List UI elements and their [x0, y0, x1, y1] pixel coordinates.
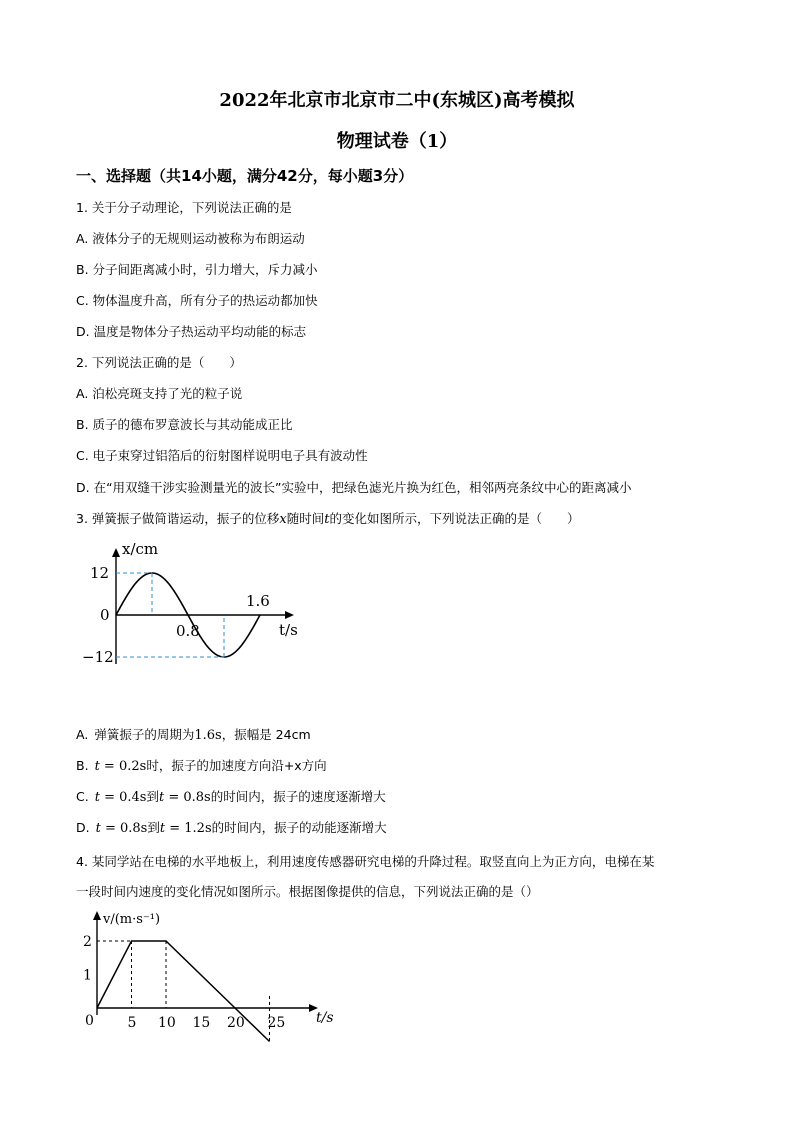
- q3-b-label: B.: [76, 758, 89, 773]
- chart2-xtick-15: 15: [192, 1015, 211, 1031]
- chart2-xlabel: t/s: [316, 1010, 334, 1026]
- q2-option-b: B. 质子的德布罗意波长与其动能成正比: [76, 417, 293, 432]
- q3-stem-mid: 随时间: [286, 511, 325, 526]
- q3-stem-t: t: [324, 512, 330, 527]
- q3-d-to: 到: [147, 820, 160, 835]
- q3-option-a: [76, 725, 311, 743]
- q3-option-c: [76, 787, 386, 805]
- q3-stem-x: x: [279, 512, 287, 527]
- displacement-time-graph: [80, 540, 320, 680]
- q2-option-d: D. 在“用双缝干涉实验测量光的波长”实验中，把绿色滤光片换为红色，相邻两亮条纹中心的距离减小: [76, 480, 632, 495]
- chart1-y-arrow: [112, 548, 120, 557]
- q3-c-to: 到: [146, 789, 159, 804]
- q2-option-a: A. 泊松亮斑支持了光的粒子说: [76, 386, 243, 401]
- q3-c-v2: = 0.8s: [164, 790, 211, 805]
- q2-stem: 2. 下列说法正确的是（ ）: [76, 355, 242, 370]
- q3-a-pre: 弹簧振子的周期为: [94, 727, 195, 742]
- q4-stem-line1: 4. 某同学站在电梯的水平地板上，利用速度传感器研究电梯的升降过程。取竖直向上为正方向，电梯在某: [76, 854, 655, 869]
- q3-c-label: C.: [76, 789, 89, 804]
- chart2-xtick-10: 10: [158, 1015, 176, 1031]
- q2-option-c: C. 电子束穿过铝箔后的衍射图样说明电子具有波动性: [76, 448, 368, 463]
- chart1-x-arrow: [285, 611, 294, 619]
- q3-a-val: 1.6s: [194, 728, 222, 743]
- q3-c-t2: t: [158, 790, 165, 805]
- q3-b-var: t: [94, 759, 100, 774]
- q3-stem: [76, 509, 580, 527]
- chart1-xtick-1.6: 1.6: [246, 592, 270, 610]
- q1-option-b: B. 分子间距离减小时，引力增大，斥力减小: [76, 262, 318, 277]
- q3-d-t1: t: [95, 821, 101, 836]
- exam-subtitle: 物理试卷（1）: [336, 131, 458, 152]
- chart2-xtick-25: 25: [267, 1015, 286, 1031]
- chart1-xlabel: t/s: [279, 621, 298, 639]
- q3-d-post: 的时间内，振子的动能逐渐增大: [211, 820, 387, 835]
- q3-a-post: ，振幅是 24cm: [221, 727, 311, 742]
- chart2-xtick-5: 5: [127, 1015, 137, 1031]
- q3-d-t2: t: [159, 821, 166, 836]
- chart1-ytick-neg12: −12: [82, 648, 114, 666]
- q3-c-t1: t: [94, 790, 100, 805]
- chart2-ytick-1: 1: [83, 967, 92, 984]
- q1-option-a: A. 液体分子的无规则运动被称为布朗运动: [76, 231, 305, 246]
- chart2-ylabel: v/(m·s⁻¹): [103, 912, 161, 927]
- q1-stem: 1. 关于分子动理论，下列说法正确的是: [76, 200, 292, 215]
- section-heading: 一、选择题（共14小题，满分42分，每小题3分）: [76, 167, 414, 185]
- chart1-xtick-0.8: 0.8: [176, 622, 200, 640]
- q3-option-d: [76, 818, 387, 836]
- q3-b-eq: = 0.2s: [99, 759, 147, 774]
- chart2-origin-label: 0: [85, 1013, 94, 1029]
- chart2-xtick-20: 20: [227, 1015, 245, 1031]
- q1-option-d: D. 温度是物体分子热运动平均动能的标志: [76, 324, 307, 339]
- exam-title: 2022年北京市北京市二中(东城区)高考模拟: [219, 90, 575, 111]
- q3-c-v1: = 0.4s: [99, 790, 147, 805]
- q3-b-post: 时，振子的加速度方向沿+x方向: [146, 758, 327, 773]
- velocity-time-graph: [80, 905, 340, 1050]
- chart1-ylabel: x/cm: [122, 540, 159, 558]
- chart2-y-arrow: [93, 911, 101, 920]
- q3-option-b: [76, 756, 327, 774]
- q3-stem-pre: 3. 弹簧振子做简谐运动，振子的位移: [76, 511, 280, 526]
- chart1-ytick-12: 12: [90, 564, 110, 582]
- q3-a-label: A.: [76, 727, 89, 742]
- q3-d-v1: = 0.8s: [100, 821, 148, 836]
- chart1-ytick-0: 0: [100, 606, 110, 624]
- q3-d-label: D.: [76, 820, 90, 835]
- q3-c-post: 的时间内，振子的速度逐渐增大: [210, 789, 386, 804]
- q1-option-c: C. 物体温度升高，所有分子的热运动都加快: [76, 293, 318, 308]
- q3-d-v2: = 1.2s: [165, 821, 212, 836]
- chart2-ytick-2: 2: [83, 934, 92, 950]
- q4-stem-line2: 一段时间内速度的变化情况如图所示。根据图像提供的信息，下列说法正确的是（）: [76, 884, 539, 899]
- q3-stem-post: 的变化如图所示，下列说法正确的是（ ）: [329, 511, 580, 526]
